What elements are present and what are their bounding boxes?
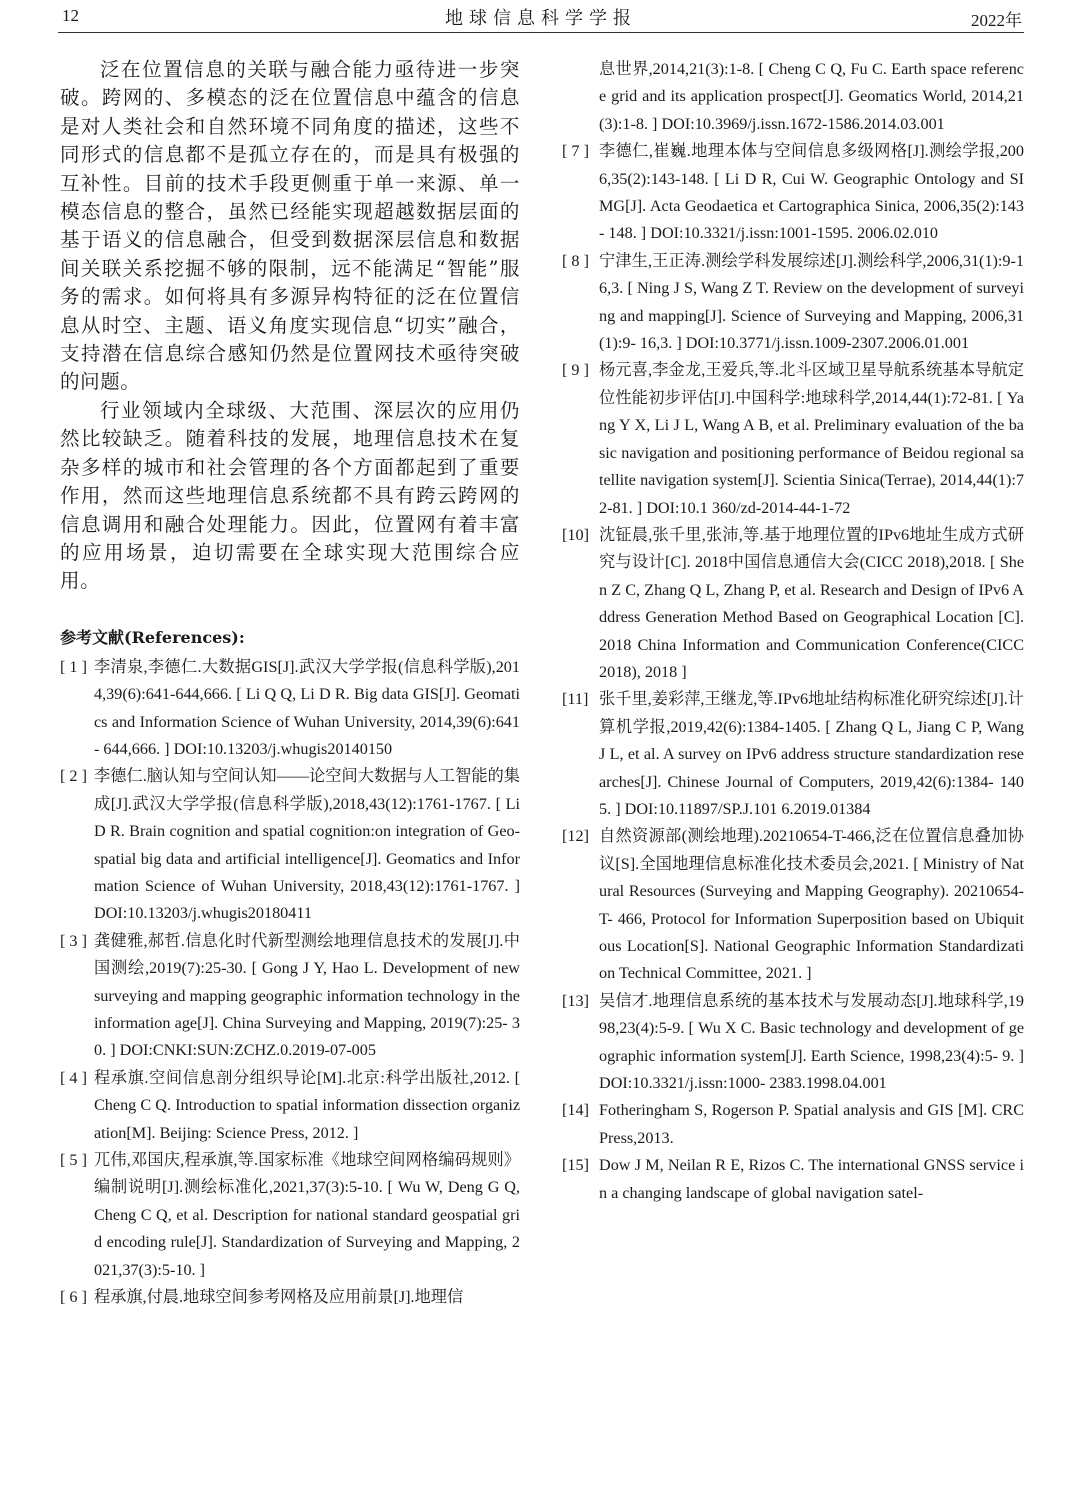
reference-item [60,1284,520,1311]
reference-text: 宁津生,王正涛.测绘学科发展综述[J].测绘科学,2006,31(1):9-16,3. [ Ning J S, Wang Z T. Review on the development of surveying and mapping[J]. Science of Surveying and Mapping, 2006,31(1):9- 16,3. ] DOI:10.3771/j.issn.1009-2307.2006.01.001 [599,251,1024,353]
reference-number: [ 6 ] [60,1288,87,1307]
right-column [562,56,1024,1207]
reference-item [562,1152,1024,1207]
reference-item [562,1097,1024,1152]
reference-number: [ 5 ] [60,1151,87,1170]
reference-text: 息世界,2014,21(3):1-8. [ Cheng C Q, Fu C. Earth space reference grid and its application prospect[J]. Geomatics World, 2014,21(3):1-8. ] DOI:10.3969/j.issn.1672-1586.2014.03.001 [599,60,1024,133]
reference-item [562,357,1024,521]
reference-number: [ 7 ] [562,142,589,161]
body-paragraph: 泛在位置信息的关联与融合能力亟待进一步突破。跨网的、多模态的泛在位置信息中蕴含的信息是对人类社会和自然环境不同角度的描述，这些不同形式的信息都不是孤立存在的，而是具有极强的互补性。目前的技术手段更侧重于单一来源、单一模态信息的整合，虽然已经能实现超越数据层面的基于语义的信息融合，但受到数据深层信息和数据间关联关系挖掘不够的限制，远不能满足“智能”服务的需求。如何将具有多源异构特征的泛在位置信息从时空、主题、语义角度实现信息“切实”融合，支持潜在信息综合感知仍然是位置网技术亟待突破的问题。 [60,58,520,394]
reference-number: [ 2 ] [60,767,87,786]
reference-text: Fotheringham S, Rogerson P. Spatial analysis and GIS [M]. CRC Press,2013. [599,1101,1024,1147]
reference-item [60,928,520,1065]
reference-item [562,248,1024,358]
reference-number: [10] [562,525,589,544]
reference-number: [13] [562,991,589,1010]
reference-number: [15] [562,1156,589,1175]
reference-item [562,686,1024,823]
journal-name: 地球信息科学学报 [445,8,637,28]
reference-text: 张千里,姜彩萍,王继龙,等.IPv6地址结构标准化研究综述[J].计算机学报,2019,42(6):1384-1405. [ Zhang Q L, Jiang C P, Wang J L, et al. A survey on IPv6 address structure standardization researches[J]. Chinese Journal of Computers, 2019,42(6):1384- 1405. ] DOI:10.11897/SP.J.101 6.2019.01384 [599,690,1024,818]
reference-text: 程承旗.空间信息剖分组织导论[M].北京:科学出版社,2012. [ Cheng C Q. Introduction to spatial information dissection organization[M]. Beijing: Science Press, 2012. ] [94,1068,520,1142]
reference-number: [12] [562,827,589,846]
reference-item [60,1065,520,1147]
reference-text: 吴信才.地理信息系统的基本技术与发展动态[J].地球科学,1998,23(4):5-9. [ Wu X C. Basic technology and development of geographic information system[J]. Earth Science, 1998,23(4):5- 9. ] DOI:10.3321/j.issn:1000- 2383.1998.04.001 [599,991,1024,1093]
reference-text: 李清泉,李德仁.大数据GIS[J].武汉大学学报(信息科学版),2014,39(6):641-644,666. [ Li Q Q, Li D R. Big data GIS[J]. Geomatics and Information Science of Wuhan University, 2014,39(6):641- 644,666. ] DOI:10.13203/j.whugis20140150 [94,657,520,758]
reference-number: [14] [562,1101,589,1120]
reference-continuation [562,56,1024,138]
reference-item [60,763,520,927]
reference-text: 龚健雅,郝哲.信息化时代新型测绘地理信息技术的发展[J].中国测绘,2019(7):25-30. [ Gong J Y, Hao L. Development of new surveying and mapping geographic information technology in the information age[J]. China Surveying and Mapping, 2019(7):25- 30. ] DOI:CNKI:SUN:ZCHZ.0.2019-07-005 [94,931,520,1060]
reference-number: [ 1 ] [60,657,87,676]
reference-item [562,823,1024,987]
reference-number: [ 8 ] [562,251,589,270]
reference-item [562,988,1024,1098]
reference-number: [11] [562,690,589,709]
reference-text: 李德仁.脑认知与空间认知——论空间大数据与人工智能的集成[J].武汉大学学报(信息科学版),2018,43(12):1761-1767. [ Li D R. Brain cognition and spatial cognition:on integration of Geo- spatial big data and artificial intelligence[J]. Geomatics and Information Science of Wuhan University, 2018,43(12):1761-1767. ] DOI:10.13203/j.whugis20180411 [94,767,520,923]
body-paragraph: 行业领域内全球级、大范围、深层次的应用仍然比较缺乏。随着科技的发展，地理信息技术在复杂多样的城市和社会管理的各个方面都起到了重要作用，然而这些地理信息系统都不具有跨云跨网的信息调用和融合处理能力。因此，位置网有着丰富的应用场景，迫切需要在全球实现大范围综合应用。 [60,398,520,593]
publication-year: 2022年 [971,11,1022,30]
reference-item [60,1147,520,1284]
reference-item [562,138,1024,248]
reference-text: 程承旗,付晨.地球空间参考网格及应用前景[J].地理信 [94,1288,464,1307]
reference-number: [ 4 ] [60,1068,87,1087]
reference-number: [ 9 ] [562,361,589,380]
reference-item [562,522,1024,686]
reference-text: 李德仁,崔巍.地理本体与空间信息多级网格[J].测绘学报,2006,35(2):143-148. [ Li D R, Cui W. Geographic Ontology and SIMG[J]. Acta Geodaetica et Cartographica Sinica, 2006,35(2):143- 148. ] DOI:10.3321/j.issn:1001-1595. 2006.02.010 [599,142,1024,243]
reference-text: 杨元喜,李金龙,王爱兵,等.北斗区域卫星导航系统基本导航定位性能初步评估[J].中国科学:地球科学,2014,44(1):72-81. [ Yang Y X, Li J L, Wang A B, et al. Preliminary evaluation of the basic navigation and positioning performance of Beidou regional satellite navigation system[J]. Scientia Sinica(Terrae), 2014,44(1):72-81. ] DOI:10.1 360/zd-2014-44-1-72 [599,361,1024,517]
references-heading: 参考文献(References): [60,627,245,647]
reference-text: 兀伟,邓国庆,程承旗,等.国家标准《地球空间网格编码规则》编制说明[J].测绘标准化,2021,37(3):5-10. [ Wu W, Deng G Q, Cheng C Q, et al. Description for national standard geospatial grid encoding rule[J]. Standardization of Surveying and Mapping, 2021,37(3):5-10. ] [94,1151,520,1279]
reference-text: 自然资源部(测绘地理).20210654-T-466,泛在位置信息叠加协议[S].全国地理信息标准化技术委员会,2021. [ Ministry of Natural Resources (Surveying and Mapping Geography). 20210654- T- 466, Protocol for Information Superposition based on Ubiquitous Location[S]. National Geographic Information Standardization Technical Committee, 2021. ] [599,827,1024,983]
reference-number: [ 3 ] [60,931,87,950]
reference-text: 沈钲晨,张千里,张沛,等.基于地理位置的IPv6地址生成方式研究与设计[C]. 2018中国信息通信大会(CICC 2018),2018. [ Shen Z C, Zhang Q L, Zhang P, et al. Research and Design of IPv6 Address Generation Method Based on Geographical Location [C]. 2018 China Information and Communication Conference(CICC 2018), 2018 ] [599,525,1024,681]
reference-text: Dow J M, Neilan R E, Rizos C. The international GNSS service in a changing landscape of global navigation satel- [599,1156,1024,1202]
page-number: 12 [62,6,79,25]
left-column [60,56,520,1311]
reference-item [60,654,520,764]
running-header [58,0,1024,33]
